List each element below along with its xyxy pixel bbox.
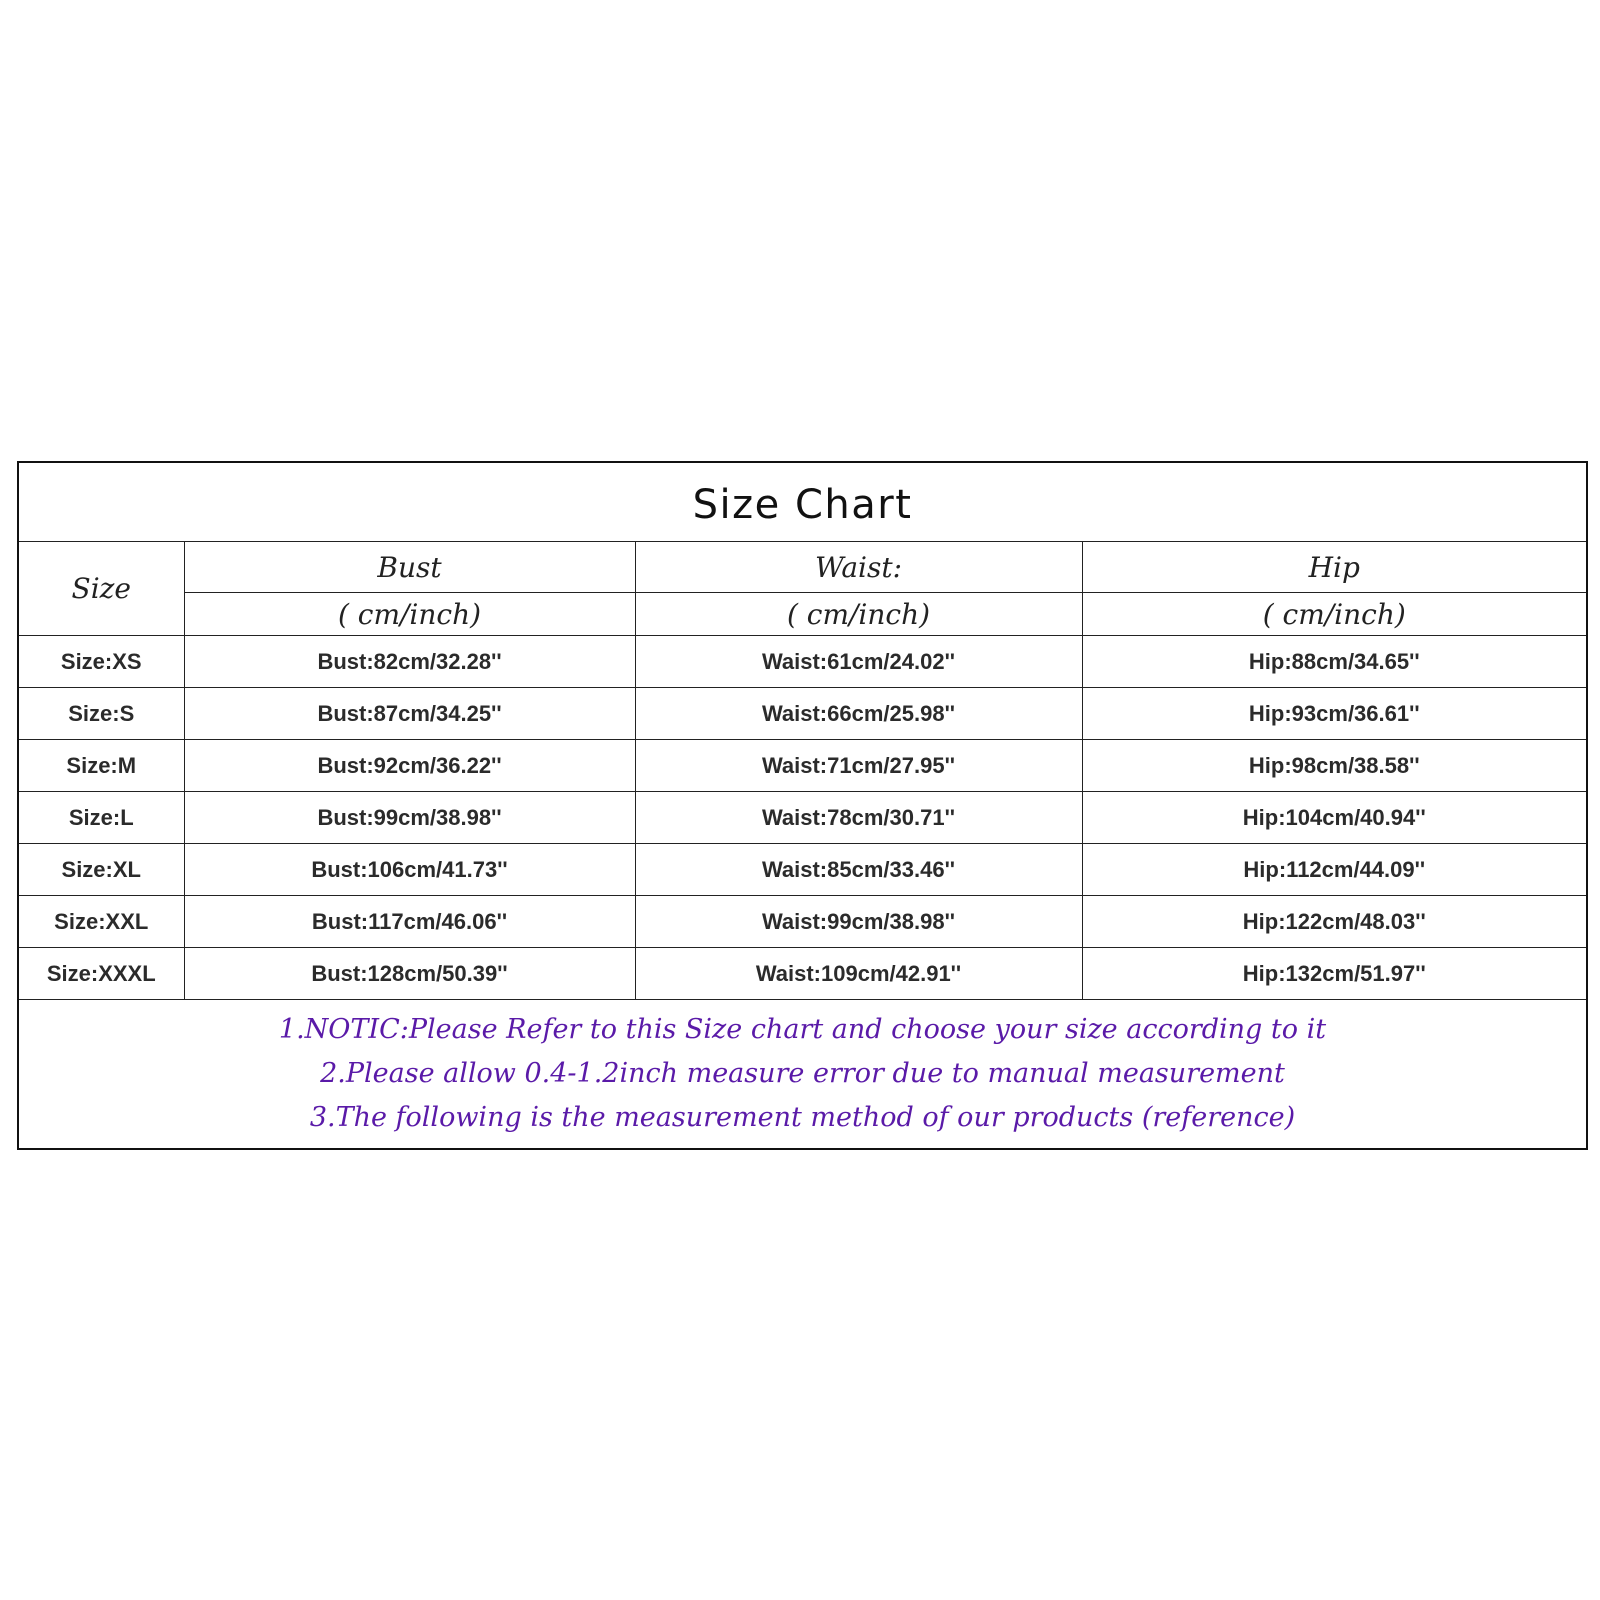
hip-cell: Hip:122cm/48.03'' [1082,896,1587,948]
hip-column-header: Hip [1082,542,1587,593]
bust-cell: Bust:117cm/46.06'' [184,896,635,948]
size-cell: Size:S [18,688,184,740]
table-row [18,688,1587,740]
size-column-header: Size [18,542,184,636]
table-row [18,896,1587,948]
size-cell: Size:XXL [18,896,184,948]
table-row [18,844,1587,896]
hip-cell: Hip:93cm/36.61'' [1082,688,1587,740]
size-cell: Size:XL [18,844,184,896]
bust-cell: Bust:106cm/41.73'' [184,844,635,896]
size-cell: Size:L [18,792,184,844]
table-row [18,948,1587,1000]
hip-cell: Hip:132cm/51.97'' [1082,948,1587,1000]
hip-cell: Hip:112cm/44.09'' [1082,844,1587,896]
waist-cell: Waist:109cm/42.91'' [635,948,1082,1000]
bust-cell: Bust:99cm/38.98'' [184,792,635,844]
note-line: 1.NOTIC:Please Refer to this Size chart and choose your size according to it [278,1014,1327,1045]
table-row [18,792,1587,844]
waist-unit-label: ( cm/inch) [635,593,1082,636]
waist-cell: Waist:71cm/27.95'' [635,740,1082,792]
size-cell: Size:M [18,740,184,792]
size-chart-table [17,461,1588,1150]
bust-cell: Bust:82cm/32.28'' [184,636,635,688]
table-row [18,740,1587,792]
chart-title: Size Chart [18,462,1587,542]
waist-cell: Waist:66cm/25.98'' [635,688,1082,740]
hip-cell: Hip:98cm/38.58'' [1082,740,1587,792]
waist-cell: Waist:61cm/24.02'' [635,636,1082,688]
waist-cell: Waist:99cm/38.98'' [635,896,1082,948]
size-cell: Size:XXXL [18,948,184,1000]
waist-cell: Waist:78cm/30.71'' [635,792,1082,844]
notes-section [18,1000,1587,1150]
note-line: 2.Please allow 0.4-1.2inch measure error due to manual measurement [320,1058,1285,1089]
note-line: 3.The following is the measurement method of our products (reference) [309,1102,1296,1133]
hip-cell: Hip:104cm/40.94'' [1082,792,1587,844]
table-row [18,636,1587,688]
bust-unit-label: ( cm/inch) [184,593,635,636]
waist-column-header: Waist: [635,542,1082,593]
bust-cell: Bust:128cm/50.39'' [184,948,635,1000]
waist-cell: Waist:85cm/33.46'' [635,844,1082,896]
bust-cell: Bust:92cm/36.22'' [184,740,635,792]
bust-cell: Bust:87cm/34.25'' [184,688,635,740]
size-cell: Size:XS [18,636,184,688]
bust-column-header: Bust [184,542,635,593]
hip-cell: Hip:88cm/34.65'' [1082,636,1587,688]
hip-unit-label: ( cm/inch) [1082,593,1587,636]
